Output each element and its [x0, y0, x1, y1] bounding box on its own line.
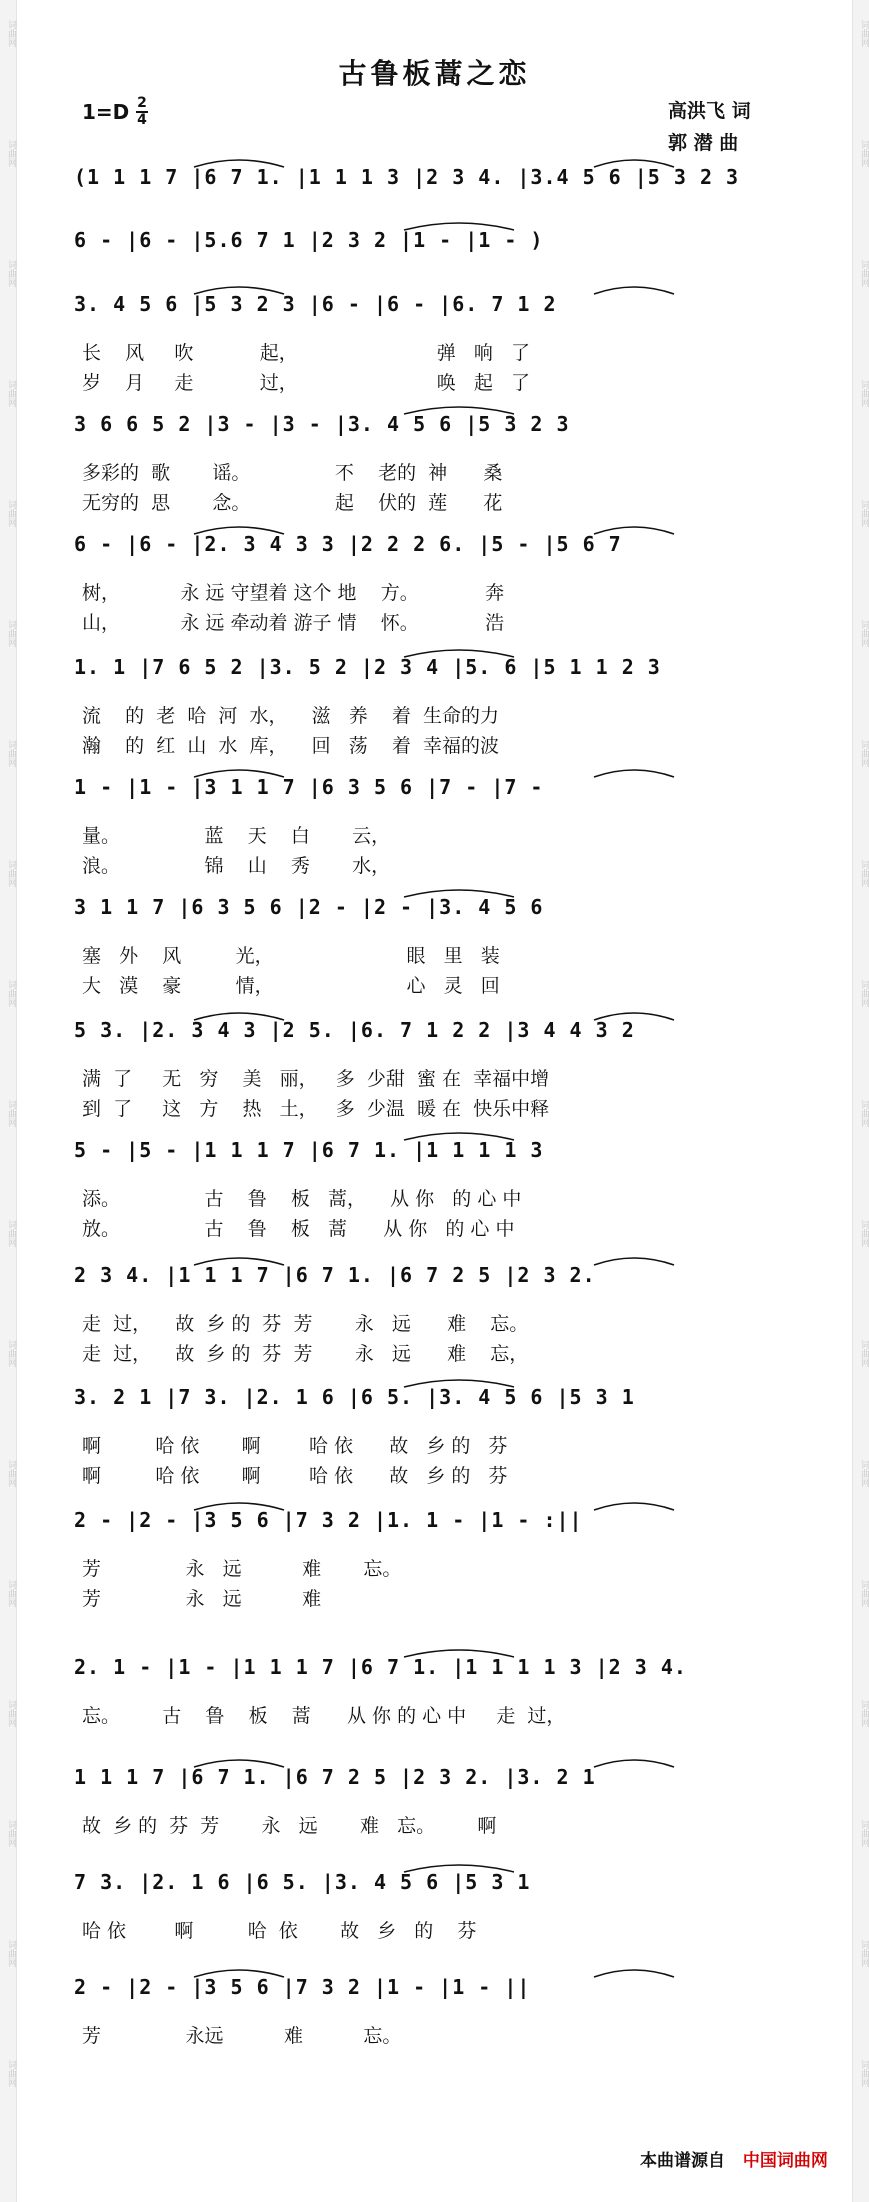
slur-arc — [404, 1865, 514, 1872]
watermark-text: 词曲网 — [6, 980, 16, 1007]
slur-arc — [194, 160, 284, 167]
lyric-verse-2: 岁 月 走 过， 唤 起 了 — [82, 372, 530, 394]
staff-system — [74, 655, 784, 765]
slur-marks — [74, 1494, 784, 1514]
notation-line: (1 1 1 7 |6 7 1. |1 1 1 3 |2 3 4. |3.4 5 6 |5 3 2 3 — [74, 165, 740, 189]
staff-system — [74, 1138, 784, 1248]
lyric-verse-2: 放。 古 鲁 板 蒿 从 你 的 心 中 — [82, 1218, 515, 1240]
lyric-verse-2: 山， 永 远 牵动着 游子 情 怀。 浩 — [82, 612, 505, 634]
lyric-verse-2: 到 了 这 方 热 土， 多 少温 暖 在 快乐中释 — [82, 1098, 550, 1120]
notation-line: 6 - |6 - |2. 3 4 3 3 |2 2 2 6. |5 - |5 6 7 — [74, 532, 622, 556]
notation-line: 3 1 1 7 |6 3 5 6 |2 - |2 - |3. 4 5 6 — [74, 895, 544, 919]
notation-line: 3. 4 5 6 |5 3 2 3 |6 - |6 - |6. 7 1 2 — [74, 292, 557, 316]
watermark-text: 词曲网 — [859, 740, 869, 767]
watermark-text: 词曲网 — [6, 20, 16, 47]
slur-marks — [74, 1371, 784, 1391]
slur-arc — [404, 650, 514, 657]
slur-arc — [194, 287, 284, 294]
slur-marks — [74, 1641, 784, 1661]
notation-line: 6 - |6 - |5.6 7 1 |2 3 2 |1 - |1 - ) — [74, 228, 544, 252]
lyric-verse-1: 添。 古 鲁 板 蒿， 从 你 的 心 中 — [82, 1188, 522, 1210]
notation-line: 3 6 6 5 2 |3 - |3 - |3. 4 5 6 |5 3 2 3 — [74, 412, 570, 436]
source-site-link[interactable]: 中国词曲网 — [742, 2151, 828, 2171]
song-title: 古鲁板蒿之恋 — [338, 57, 531, 90]
watermark-text: 词曲网 — [6, 1100, 16, 1127]
slur-arc — [194, 770, 284, 777]
lyric-verse-1: 树， 永 远 守望着 这个 地 方。 奔 — [82, 582, 505, 604]
watermark-text: 词曲网 — [6, 740, 16, 767]
lyric-verse-1: 故 乡 的 芬 芳 永 远 难 忘。 啊 — [82, 1815, 497, 1837]
notation-line: 2 3 4. |1 1 1 7 |6 7 1. |6 7 2 5 |2 3 2. — [74, 1263, 596, 1287]
slur-marks — [74, 214, 784, 234]
lyric-verse-2: 芳 永 远 难 — [82, 1588, 322, 1610]
slur-marks — [74, 151, 784, 171]
watermark-text: 词曲网 — [859, 860, 869, 887]
lyric-verse-1: 满 了 无 穷 美 丽， 多 少甜 蜜 在 幸福中增 — [82, 1068, 550, 1090]
watermark-text: 词曲网 — [6, 380, 16, 407]
slur-marks — [74, 398, 784, 418]
notation-line: 1. 1 |7 6 5 2 |3. 5 2 |2 3 4 |5. 6 |5 1 1 2 3 — [74, 655, 661, 679]
staff-system — [74, 775, 784, 885]
lyricist-credit: 高洪飞 词 — [668, 100, 751, 122]
notation-line: 5 3. |2. 3 4 3 |2 5. |6. 7 1 2 2 |3 4 4 3 2 — [74, 1018, 635, 1042]
staff-system — [74, 1655, 784, 1765]
lyric-verse-1: 长 风 吹 起， 弹 响 了 — [82, 342, 530, 364]
watermark-text: 词曲网 — [6, 140, 16, 167]
slur-marks — [74, 881, 784, 901]
slur-arc — [404, 223, 514, 230]
watermark-text: 词曲网 — [6, 2060, 16, 2087]
source-label: 本曲谱源自 — [640, 2151, 725, 2171]
watermark-text: 词曲网 — [859, 2060, 869, 2087]
staff-system — [74, 1385, 784, 1495]
staff-system — [74, 1018, 784, 1128]
watermark-text: 词曲网 — [859, 1580, 869, 1607]
lyric-verse-2: 浪。 锦 山 秀 水， — [82, 855, 391, 877]
meter-top: 2 — [137, 95, 147, 111]
slur-arc — [594, 1013, 674, 1020]
watermark-text: 词曲网 — [6, 1220, 16, 1247]
notation-line: 2 - |2 - |3 5 6 |7 3 2 |1 - |1 - || — [74, 1975, 531, 1999]
key-signature: 1=D — [82, 100, 130, 124]
watermark-text: 词曲网 — [6, 1700, 16, 1727]
slur-arc — [594, 287, 674, 294]
slur-marks — [74, 278, 784, 298]
slur-arc — [194, 1258, 284, 1265]
meter-bottom: 4 — [137, 112, 147, 128]
lyric-verse-1: 啊 哈 依 啊 哈 依 故 乡 的 芬 — [82, 1435, 508, 1457]
slur-arc — [404, 890, 514, 897]
staff-system — [74, 412, 784, 522]
slur-arc — [194, 1503, 284, 1510]
staff-system — [74, 532, 784, 642]
slur-arc — [404, 1650, 514, 1657]
staff-system — [74, 292, 784, 402]
slur-marks — [74, 1124, 784, 1144]
lyric-verse-2: 无穷的 思 念。 起 伏的 莲 花 — [82, 492, 503, 514]
slur-marks — [74, 518, 784, 538]
watermark-text: 词曲网 — [859, 1700, 869, 1727]
slur-marks — [74, 1961, 784, 1981]
lyric-verse-1: 量。 蓝 天 白 云， — [82, 825, 391, 847]
lyric-verse-1: 流 的 老 哈 河 水， 滋 养 着 生命的力 — [82, 705, 499, 727]
slur-arc — [594, 1760, 674, 1767]
lyric-verse-1: 忘。 古 鲁 板 蒿 从 你 的 心 中 走 过， — [82, 1705, 566, 1727]
notation-line: 2 - |2 - |3 5 6 |7 3 2 |1. 1 - |1 - :|| — [74, 1508, 583, 1532]
lyric-verse-1: 多彩的 歌 谣。 不 老的 神 桑 — [82, 462, 503, 484]
notation-line: 3. 2 1 |7 3. |2. 1 6 |6 5. |3. 4 5 6 |5 3 1 — [74, 1385, 635, 1409]
lyric-verse-2: 啊 哈 依 啊 哈 依 故 乡 的 芬 — [82, 1465, 508, 1487]
staff-system — [74, 1975, 784, 2085]
staff-system — [74, 895, 784, 1005]
slur-arc — [594, 1970, 674, 1977]
lyric-verse-1: 塞 外 风 光， 眼 里 装 — [82, 945, 500, 967]
notation-line: 5 - |5 - |1 1 1 7 |6 7 1. |1 1 1 1 3 — [74, 1138, 544, 1162]
slur-arc — [594, 527, 674, 534]
lyric-verse-2: 走 过， 故 乡 的 芬 芳 永 远 难 忘， — [82, 1343, 529, 1365]
notation-line: 1 1 1 7 |6 7 1. |6 7 2 5 |2 3 2. |3. 2 1 — [74, 1765, 596, 1789]
lyric-verse-1: 哈 依 啊 哈 依 故 乡 的 芬 — [82, 1920, 477, 1942]
slur-arc — [404, 1380, 514, 1387]
watermark-text: 词曲网 — [859, 260, 869, 287]
slur-marks — [74, 1856, 784, 1876]
lyric-verse-1: 走 过， 故 乡 的 芬 芳 永 远 难 忘。 — [82, 1313, 529, 1335]
watermark-text: 词曲网 — [6, 500, 16, 527]
watermark-text: 词曲网 — [6, 1940, 16, 1967]
watermark-text: 词曲网 — [859, 20, 869, 47]
lyric-verse-1: 芳 永 远 难 忘。 — [82, 1558, 402, 1580]
slur-arc — [594, 1503, 674, 1510]
slur-arc — [404, 1133, 514, 1140]
slur-arc — [194, 1760, 284, 1767]
watermark-text: 词曲网 — [859, 140, 869, 167]
watermark-text: 词曲网 — [859, 980, 869, 1007]
watermark-text: 词曲网 — [859, 380, 869, 407]
staff-system — [74, 1263, 784, 1373]
slur-arc — [194, 1970, 284, 1977]
watermark-text: 词曲网 — [859, 1460, 869, 1487]
notation-line: 1 - |1 - |3 1 1 7 |6 3 5 6 |7 - |7 - — [74, 775, 544, 799]
notation-line: 2. 1 - |1 - |1 1 1 7 |6 7 1. |1 1 1 1 3 |2 3 4. — [74, 1655, 687, 1679]
staff-system — [74, 1508, 784, 1618]
slur-marks — [74, 1004, 784, 1024]
watermark-text: 词曲网 — [859, 1340, 869, 1367]
watermark-text: 词曲网 — [6, 260, 16, 287]
slur-arc — [194, 527, 284, 534]
slur-arc — [594, 160, 674, 167]
slur-marks — [74, 761, 784, 781]
watermark-text: 词曲网 — [859, 1220, 869, 1247]
watermark-text: 词曲网 — [859, 500, 869, 527]
lyric-verse-1: 芳 永远 难 忘。 — [82, 2025, 402, 2047]
slur-marks — [74, 1751, 784, 1771]
slur-arc — [594, 770, 674, 777]
lyric-verse-2: 瀚 的 红 山 水 库， 回 荡 着 幸福的波 — [82, 735, 499, 757]
watermark-text: 词曲网 — [859, 620, 869, 647]
watermark-text: 词曲网 — [6, 620, 16, 647]
watermark-text: 词曲网 — [6, 1580, 16, 1607]
time-signature — [135, 96, 149, 128]
source-footer — [640, 2146, 828, 2171]
composer-credit: 郭 潜 曲 — [668, 132, 739, 154]
notation-line: 7 3. |2. 1 6 |6 5. |3. 4 5 6 |5 3 1 — [74, 1870, 531, 1894]
slur-marks — [74, 1249, 784, 1269]
lyric-verse-2: 大 漠 豪 情， 心 灵 回 — [82, 975, 500, 997]
slur-marks — [74, 641, 784, 661]
watermark-text: 词曲网 — [859, 1100, 869, 1127]
watermark-text: 词曲网 — [6, 1340, 16, 1367]
watermark-text: 词曲网 — [859, 1820, 869, 1847]
watermark-text: 词曲网 — [859, 1940, 869, 1967]
slur-arc — [404, 407, 514, 414]
watermark-text: 词曲网 — [6, 1820, 16, 1847]
watermark-text: 词曲网 — [6, 860, 16, 887]
slur-arc — [194, 1013, 284, 1020]
slur-arc — [594, 1258, 674, 1265]
watermark-text: 词曲网 — [6, 1460, 16, 1487]
